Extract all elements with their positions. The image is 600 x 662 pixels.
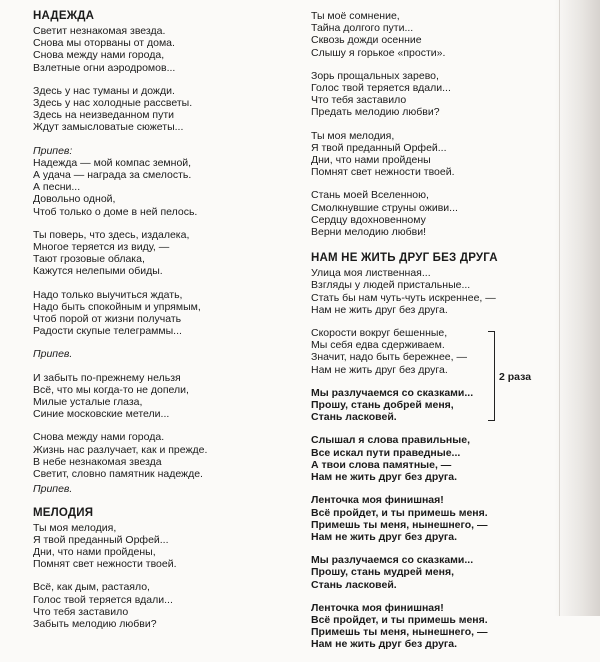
lyric-line: Здесь у нас туманы и дожди. [33,84,175,97]
lyric-line: Взгляды у людей пристальные... [311,279,471,292]
lyric-line: Ты поверь, что здесь, издалека, [33,228,190,241]
stanza [311,70,551,119]
lyric-line: Что тебя заставило [33,605,129,618]
lyric-line: Кажутся нелепыми обиды. [33,265,163,278]
lyric-line: Скорости вокруг бешенные, [311,327,448,340]
lyric-line: Я твой преданный Орфей... [33,533,169,546]
lyric-line: Жизнь нас разлучает, как и прежде. [33,443,208,456]
lyric-line: Мы себя едва сдерживаем. [311,339,445,352]
lyric-line: Взлетные огни аэродромов... [33,61,176,74]
lyric-line: Помнят свет нежности твоей. [311,166,455,179]
stanza [311,267,551,316]
lyric-line: А твои слова памятные, — [311,458,452,471]
lyric-line: Ты моя мелодия, [311,129,395,142]
lyric-line: Примешь ты меня, нынешнего, — [311,626,488,639]
stanza [33,85,295,134]
lyric-line: Светит незнакомая звезда. [33,25,166,37]
lyric-line: Мы разлучаемся со сказками... [311,554,474,567]
repeat-label: 2 раза [499,371,532,383]
lyric-line: Всё, что мы когда-то не допели, [33,383,189,396]
lyric-line: Чтоб только о доме в ней пелось. [33,205,198,218]
lyric-line: Помнят свет нежности твоей. [33,558,177,571]
lyric-line: Смолкнувшие струны оживи... [311,201,458,214]
lyric-line: Слышу я горькое «прости». [311,46,446,59]
lyric-line: Снова между нами города, [33,49,165,62]
lyric-line: Чтоб порой от жизни получать [33,313,182,326]
lyric-line: Всё пройдет, и ты примешь меня. [311,506,488,519]
lyric-line: Нам не жить друг без друга. [311,303,448,316]
lyric-line: А удача — награда за смелость. [33,169,192,182]
lyric-line: Ждут замысловатые сюжеты... [33,121,184,134]
lyric-line: Всё, как дым, растаяло, [33,581,150,594]
lyric-line: Голос твой теряется вдали... [33,593,173,606]
lyric-line: Надежда — мой компас земной, [33,156,192,169]
stanza [33,289,295,338]
lyric-line: Примешь ты меня, нынешнего, — [311,518,488,531]
stanza [311,130,551,179]
lyric-line: Стать бы нам чуть-чуть искреннее, — [311,291,496,304]
lyric-line: Снова мы оторваны от дома. [33,37,175,50]
lyric-line: И забыть по-прежнему нельзя [33,371,181,384]
song-title-melodiya: МЕЛОДИЯ [33,506,94,519]
stanza [33,25,295,74]
refrain-mark: Припев. [33,348,73,361]
lyric-line: Здесь у нас холодные рассветы. [33,97,193,110]
stanza [311,189,551,238]
lyric-line: Всё пройдет, и ты примешь меня. [311,613,488,626]
stanza [33,431,295,480]
refrain-mark-block [33,348,295,360]
lyric-line: Нам не жить друг без друга. [311,363,448,376]
lyric-line: Все искал пути праведные... [311,446,461,459]
lyric-line: Синие московские метели... [33,408,170,421]
stanza-bold [311,387,551,424]
lyric-line: Снова между нами города. [33,431,165,444]
lyric-line: Нам не жить друг без друга. [311,530,458,543]
lyric-line: Зорь прощальных зарево, [311,69,439,82]
lyric-line: Значит, надо быть бережнее, — [311,351,467,364]
stanza-bold [311,494,551,543]
lyric-line: Тают грозовые облака, [33,253,145,266]
lyric-line: Ты моя мелодия, [33,521,117,534]
chorus-label: Припев: [33,144,73,157]
lyric-line: Слышал я слова правильные, [311,434,470,447]
chorus-block [33,145,295,218]
stanza [33,581,295,630]
lyric-line: Стань ласковей. [311,411,397,424]
lyric-line: Сквозь дожди осенние [311,34,422,47]
lyric-line: Голос твой теряется вдали... [311,82,451,95]
lyric-line: Стань ласковей. [311,578,397,591]
lyric-line: Ты моё сомнение, [311,10,400,22]
left-column [33,10,295,641]
lyric-line: Прошу, стань добрей меня, [311,399,454,412]
lyric-line: Дни, что нами пройдены, [33,545,156,558]
lyric-line: Сердцу вдохновенному [311,213,426,226]
lyric-line: Тайна долгого пути... [311,22,414,35]
refrain-mark: Припев. [33,483,73,496]
lyric-line: Нам не жить друг без друга. [311,471,458,484]
lyric-line: Надо быть спокойным и упрямым, [33,300,201,313]
stanza [33,372,295,421]
lyric-line: Надо только выучиться ждать, [33,288,183,301]
lyric-line: Предать мелодию любви? [311,106,440,119]
lyric-line: Забыть мелодию любви? [33,617,157,630]
lyric-line: Мы разлучаемся со сказками... [311,386,474,399]
lyric-line: Прошу, стань мудрей меня, [311,566,455,579]
lyric-line: Я твой преданный Орфей... [311,141,447,154]
lyric-line: Дни, что нами пройдены [311,154,431,167]
right-column [311,10,551,662]
lyric-line: А песни... [33,181,81,194]
song-title-nam-ne-zhit: НАМ НЕ ЖИТЬ ДРУГ БЕЗ ДРУГА [311,252,498,265]
stanza [311,10,551,59]
lyric-line: Верни мелодию любви! [311,226,426,239]
refrain-mark-block [33,483,295,495]
repeat-bracket [488,331,495,421]
page-edge-shade [554,0,600,616]
lyric-line: Многое теряется из виду, — [33,241,170,254]
stanza-bold [311,434,551,483]
stanza [33,229,295,278]
lyric-line: Что тебя заставило [311,94,407,107]
lyric-line: Довольно одной, [33,193,116,206]
lyric-line: Нам не жить друг без друга. [311,638,458,651]
lyric-line: Ленточка моя финишная! [311,601,444,614]
lyric-line: Улица моя лиственная... [311,267,431,280]
stanza-bold [311,554,551,591]
stanza [311,327,551,376]
lyric-line: Радости скупые телеграммы... [33,325,182,338]
song-title-nadezhda: НАДЕЖДА [33,10,95,22]
stanza-bold [311,602,551,651]
lyric-line: Ленточка моя финишная! [311,494,444,507]
lyric-line: Милые усталые глаза, [33,396,143,409]
lyric-line: В небе незнакомая звезда [33,455,162,468]
lyric-line: Здесь на неизведанном пути [33,109,175,122]
stanza [33,522,295,571]
lyric-line: Стань моей Вселенною, [311,189,429,202]
lyric-line: Светит, словно памятник надежде. [33,468,203,481]
